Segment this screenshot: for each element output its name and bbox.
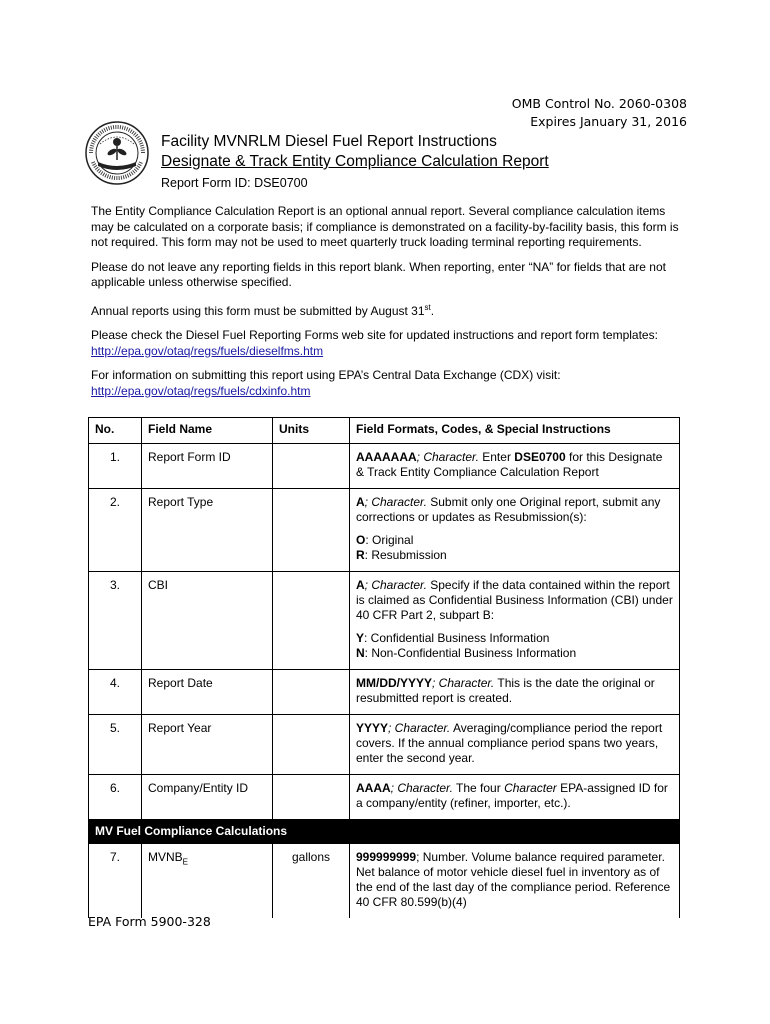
section-title: MV Fuel Compliance Calculations [89,820,680,844]
format-code: YYYY [356,721,389,735]
expiration-date: Expires January 31, 2016 [530,114,687,129]
document-title: Facility MVNRLM Diesel Fuel Report Instructions [161,133,497,150]
epa-seal-logo [84,120,150,186]
format-type: ; Character. [388,721,451,735]
row-field-name: Report Form ID [142,444,273,489]
deadline-text: Annual reports using this form must be submitted by August 31 [91,303,425,318]
format-type: ; Number. [416,850,469,864]
row-field-name: CBI [142,572,273,670]
row-field-name: Company/Entity ID [142,775,273,820]
code-key: N [356,646,365,660]
format-type: ; Character. [364,495,427,509]
row-units [273,572,350,670]
row-number: 2. [89,489,142,572]
format-type: ; Character. [364,578,427,592]
cdx-info-link[interactable]: http://epa.gov/otaq/regs/fuels/cdxinfo.htm [91,383,311,398]
table-row [89,489,680,572]
table-row [89,670,680,715]
code-list [356,631,673,661]
format-code: A [356,578,365,592]
format-code: AAAA [356,781,391,795]
instruction-text-2: for this Designate & Track Entity Compliance Calculation Report [356,450,663,479]
row-field-name: Report Year [142,715,273,775]
omb-block [512,95,687,131]
instruction-text: This is the date the original or resubmitted report is created. [356,676,655,705]
row-field-name: Report Type [142,489,273,572]
forms-text: Please check the Diesel Fuel Reporting Forms web site for updated instructions and report form templates: [91,328,658,342]
format-type: ; Character. [432,676,495,690]
code-key: Y [356,631,365,645]
character-term: Character [504,781,557,795]
table-row [89,715,680,775]
header-no: No. [89,418,142,444]
section-header-row [89,820,680,844]
forms-paragraph [91,328,686,359]
row-instructions [350,715,680,775]
row-number: 5. [89,715,142,775]
field-name-text: MVNB [148,850,183,864]
row-number: 1. [89,444,142,489]
code-key: R [356,548,365,562]
instruction-text: Averaging/compliance period the report covers. If the annual compliance period spans two years, enter the second year. [356,721,663,765]
code-list [356,533,673,563]
format-code: AAAAAAA [356,450,417,464]
row-units [273,670,350,715]
row-number: 6. [89,775,142,820]
form-number-footer: EPA Form 5900-328 [88,914,211,929]
field-instructions-table [88,417,680,918]
report-form-id: Report Form ID: DSE0700 [161,176,308,190]
row-units [273,775,350,820]
omb-control-number: OMB Control No. 2060-0308 [511,96,687,111]
cdx-text: For information on submitting this report using EPA’s Central Data Exchange (CDX) visit: [91,368,561,382]
table-row [89,775,680,820]
row-instructions [350,489,680,572]
format-type: ; Character. [416,450,479,464]
cdx-paragraph [91,368,686,399]
code-key: O [356,533,366,547]
row-units: gallons [273,844,350,919]
row-number: 4. [89,670,142,715]
row-units [273,715,350,775]
row-field-name [142,844,273,919]
row-instructions [350,670,680,715]
row-instructions [350,844,680,919]
format-type: ; Character. [390,781,453,795]
document-subtitle: Designate & Track Entity Compliance Calculation Report [161,153,549,170]
diesel-forms-link[interactable]: http://epa.gov/otaq/regs/fuels/dieselfms.htm [91,343,324,358]
code-value: : Confidential Business Information [364,631,550,645]
row-instructions [350,572,680,670]
row-instructions [350,444,680,489]
row-units [273,444,350,489]
header-formats: Field Formats, Codes, & Special Instructions [350,418,680,444]
instruction-text: Enter [478,450,515,464]
title-block [161,132,549,192]
deadline-paragraph [91,300,686,320]
instruction-text: Volume balance required parameter. Net balance of motor vehicle diesel fuel in inventory as of the end of the last day of the compliance period. Reference 40 CFR 80.599(b)(4) [356,850,671,909]
instruction-text: Submit only one Original report, submit any corrections or updates as Resubmission(s): [356,495,661,524]
code-value: : Resubmission [364,548,447,562]
row-units [273,489,350,572]
table-row [89,844,680,919]
form-id-code: DSE0700 [514,450,566,464]
row-instructions [350,775,680,820]
deadline-period: . [430,303,435,318]
table-row [89,572,680,670]
header-units: Units [273,418,350,444]
intro-paragraph-1: The Entity Compliance Calculation Report is an optional annual report. Several compliance calculation items may be calculated on a corporate basis; if compliance is demonstrated on a facility-by-facility basis, this form is not required. This form may not be used to meet quarterly truck loading terminal reporting requirements. [91,204,679,249]
row-field-name: Report Date [142,670,273,715]
code-value: : Original [365,533,414,547]
format-code: A [356,495,365,509]
deadline-superscript: st [424,302,431,312]
intro-paragraph-2: Please do not leave any reporting fields in this report blank. When reporting, enter “NA” for fields that are not applicable unless otherwise specified. [91,259,666,289]
format-code: 999999999 [356,850,417,864]
instruction-text-2: EPA-assigned ID for a company/entity (refiner, importer, etc.). [356,781,668,810]
table-header-row [89,418,680,444]
intro-section [91,204,686,408]
code-value: : Non-Confidential Business Information [364,646,577,660]
row-number: 7. [89,844,142,919]
instruction-text: Specify if the data contained within the report is claimed as Confidential Business Information (CBI) under 40 CFR Part 2, subpart B: [356,578,673,622]
instruction-text: The four [452,781,505,795]
row-number: 3. [89,572,142,670]
format-code: MM/DD/YYYY [356,676,433,690]
field-name-subscript: E [182,857,189,867]
header-field-name: Field Name [142,418,273,444]
table-row [89,444,680,489]
